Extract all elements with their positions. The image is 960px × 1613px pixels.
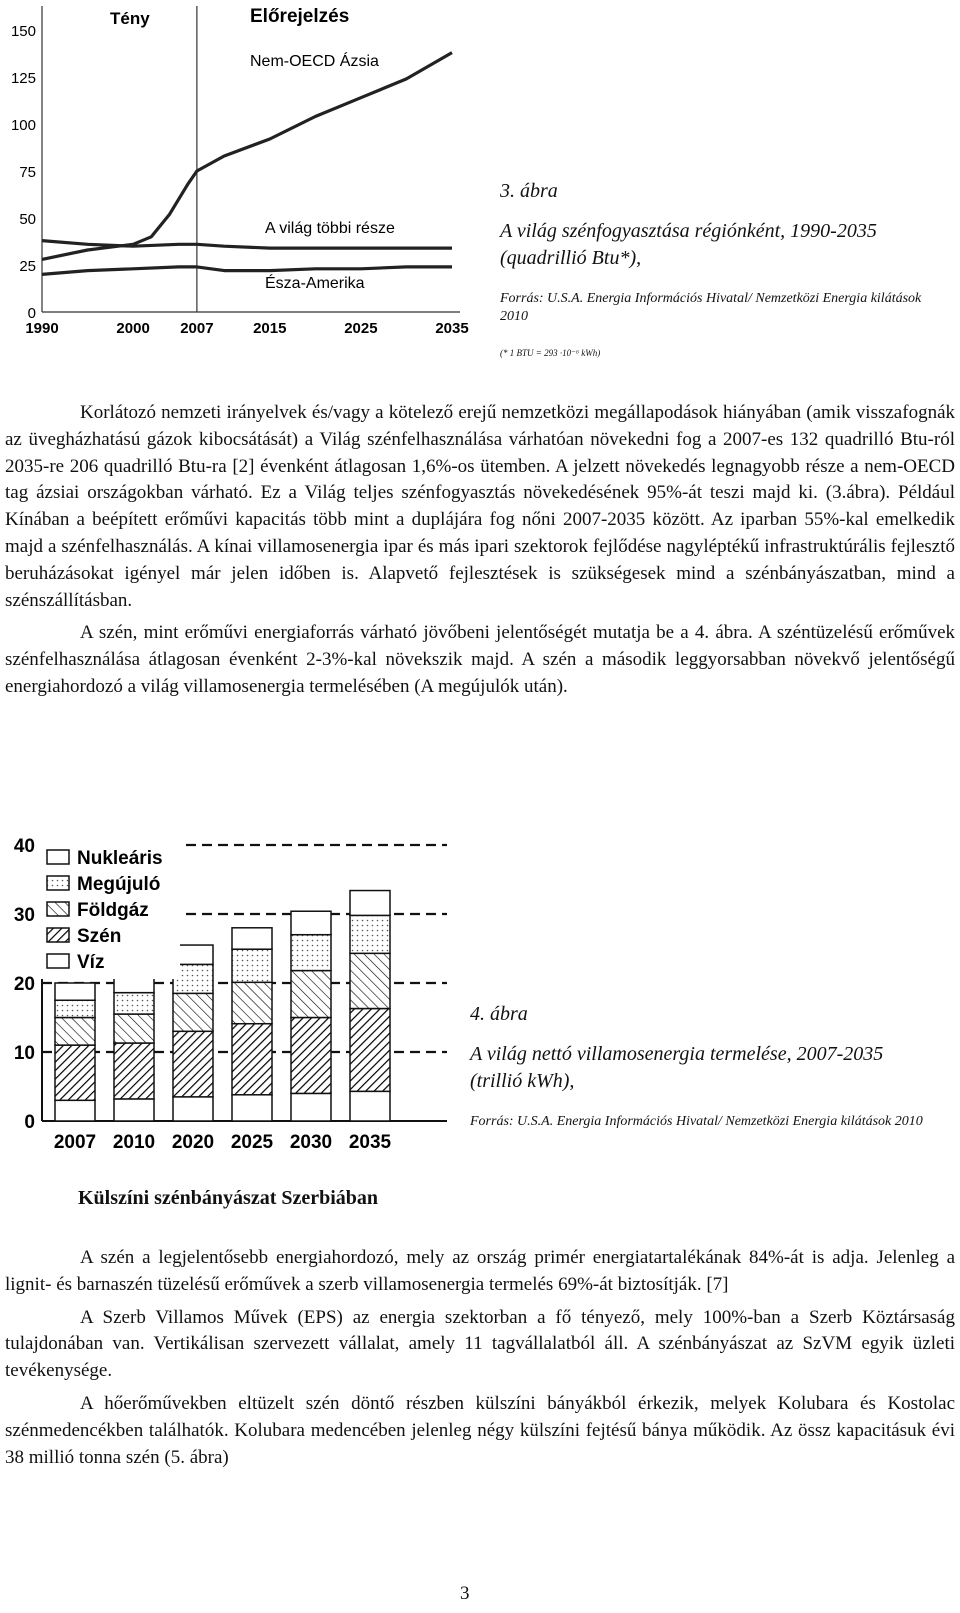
- figure3-caption-note: (* 1 BTU = 293 ·10⁻⁶ kWh): [500, 348, 601, 358]
- x-tick-label: 2007: [53, 1132, 97, 1153]
- y-tick-label: 10: [13, 1043, 35, 1064]
- legend-swatch-szen: [47, 928, 69, 942]
- fact-label: Tény: [110, 9, 150, 28]
- legend-label-viz: Víz: [77, 952, 105, 973]
- legend-label-foldgaz: Földgáz: [77, 900, 149, 921]
- series-label-rest: A világ többi része: [265, 220, 395, 237]
- paragraph-1: Korlátozó nemzeti irányelvek és/vagy a kötelező erejű nemzetközi megállapodások hiányában (amik visszafognák az üvegházhatású gázok kibocsátását) a Világ szénfelhasználása várhatóan növekedni fog a 2007-es 132 quadrilló Btu-ról 2035-re 206 quadrilló Btu-ra [2] évenként átlagosan 1,6%-os ütemben. A jelzett növekedés legnagyobb része a nem-OECD tag ázsiai országokban várható. Ez a Világ teljes szénfogyasztás növekedésének 95%-át teszi majd ki. (3.ábra). Például Kínában a beépített erőművi kapacitás több mint a duplájára fog nőni 2007-2035 között. Az iparban 55%-kal emelkedik majd a szénfelhasználás. A kínai villamosenergia ipar és más ipari szektorok fejlődése nagyléptékű infrastruktúrális fejlesztő beruházásokat igényel már jelen időben is. Alapvető fejlesztések is szükségesek mind a szénbányászatban, mind a szénszállításban.: [5, 402, 955, 611]
- figure3-caption-source: Forrás: U.S.A. Energia Információs Hivatal/ Nemzetközi Energia kilátások 2010: [500, 291, 922, 324]
- bar-segment-foldgaz: [173, 993, 213, 1031]
- y-tick-label: 125: [10, 70, 36, 87]
- y-tick-label: 20: [13, 974, 35, 995]
- legend-swatch-viz: [47, 954, 69, 968]
- series-label-na: Észa-Amerika: [265, 275, 365, 292]
- bar-segment-viz: [55, 1100, 95, 1121]
- paragraph-5: A hőerőművekben eltüzelt szén döntő részben külszíni bányákból érkezik, melyek Kolubara és Kostolac szénmedencékben találhatók. Kolubara medencében jelenleg négy külszíni fejtésű bánya működik. Az össz kapacitásuk évi 38 millió tonna szén (5. ábra): [5, 1392, 955, 1468]
- x-tick-label: 2000: [116, 320, 150, 337]
- legend-swatch-nuklearis: [47, 850, 69, 864]
- legend-swatch-megujulo: [47, 876, 69, 890]
- paragraph-2: A szén, mint erőművi energiaforrás várható jövőbeni jelentőségét mutatja be a 4. ábra. A széntüzelésű erőművek szénfelhasználása átlagosan évenként 2-3%-kal növekszik majd. A szén a második leggyorsabban növekvő jelentőségű energiahordozó a világ villamosenergia termelésében (A megújulók után).: [5, 622, 955, 697]
- bar-segment-viz: [291, 1093, 331, 1121]
- x-tick-label: 2035: [435, 320, 469, 337]
- x-tick-label: 2015: [253, 320, 287, 337]
- bar-segment-nuklearis: [232, 928, 272, 949]
- legend-swatch-foldgaz: [47, 902, 69, 916]
- bar-segment-szen: [55, 1045, 95, 1100]
- page-number: 3: [460, 1583, 470, 1604]
- bar-segment-nuklearis: [350, 891, 390, 916]
- y-tick-label: 100: [10, 117, 36, 134]
- bar-segment-szen: [350, 1009, 390, 1092]
- legend-label-szen: Szén: [77, 926, 122, 947]
- bar-segment-szen: [173, 1031, 213, 1097]
- x-tick-label: 2025: [230, 1132, 274, 1153]
- bar-segment-viz: [350, 1091, 390, 1121]
- body-section-2: [5, 1245, 955, 1471]
- bar-segment-foldgaz: [291, 971, 331, 1018]
- forecast-label: Előrejelzés: [250, 6, 350, 27]
- figure3-caption-title: A világ szénfogyasztása régiónként, 1990-2035 (quadrillió Btu*),: [500, 220, 877, 269]
- y-tick-label: 150: [10, 23, 36, 40]
- series-label-asia: Nem-OECD Ázsia: [250, 53, 379, 70]
- x-tick-label: 2007: [180, 320, 214, 337]
- figure4-caption-number: 4. ábra: [470, 1003, 528, 1025]
- bar-segment-foldgaz: [114, 1014, 154, 1043]
- x-tick-label: 2020: [171, 1132, 215, 1153]
- figure4-caption-source: Forrás: U.S.A. Energia Információs Hivatal/ Nemzetközi Energia kilátások 2010: [470, 1114, 923, 1129]
- x-tick-label: 2030: [289, 1132, 333, 1153]
- body-section-1: [5, 400, 955, 701]
- bar-segment-megujulo: [291, 935, 331, 971]
- bar-segment-nuklearis: [55, 983, 95, 1000]
- figure4-caption: [470, 1001, 930, 1131]
- figure3-line-chart: [0, 0, 470, 345]
- y-tick-label: 0: [27, 305, 36, 322]
- bar-segment-viz: [173, 1097, 213, 1121]
- y-tick-label: 0: [24, 1112, 35, 1133]
- bar-segment-szen: [291, 1018, 331, 1094]
- x-tick-label: 2025: [344, 320, 378, 337]
- x-tick-label: 1990: [25, 320, 59, 337]
- bar-segment-nuklearis: [291, 911, 331, 934]
- paragraph-3: A szén a legjelentősebb energiahordozó, mely az ország primér energiatartalékának 84%-át is adja. Jelenleg a lignit- és barnaszén tüzelésű erőművek a szerb villamosenergia termelés 69%-át biztosítják. [7]: [5, 1247, 955, 1295]
- bar-segment-viz: [114, 1099, 154, 1121]
- bar-segment-foldgaz: [232, 982, 272, 1023]
- y-tick-label: 25: [19, 258, 36, 275]
- y-tick-label: 50: [19, 211, 36, 228]
- bar-segment-szen: [114, 1043, 154, 1099]
- legend-label-nuklearis: Nukleáris: [77, 848, 163, 869]
- legend-label-megujulo: Megújuló: [77, 874, 161, 895]
- bar-segment-viz: [232, 1095, 272, 1121]
- bar-segment-megujulo: [350, 915, 390, 953]
- series-line-na: [42, 267, 452, 275]
- bar-segment-szen: [232, 1024, 272, 1095]
- bar-segment-megujulo: [114, 993, 154, 1014]
- figure3-caption: [500, 178, 932, 367]
- x-tick-label: 2035: [348, 1132, 392, 1153]
- y-tick-label: 75: [19, 164, 36, 181]
- figure4-caption-title: A világ nettó villamosenergia termelése, 2007-2035 (trillió kWh),: [470, 1043, 884, 1092]
- figure3-caption-number: 3. ábra: [500, 180, 558, 202]
- section-title: Külszíni szénbányászat Szerbiában: [78, 1187, 379, 1209]
- bar-segment-foldgaz: [350, 953, 390, 1008]
- y-tick-label: 40: [13, 836, 35, 857]
- y-tick-label: 30: [13, 905, 35, 926]
- x-tick-label: 2010: [112, 1132, 156, 1153]
- figure4-bar-chart: [0, 828, 460, 1163]
- bar-segment-megujulo: [55, 1000, 95, 1017]
- bar-segment-foldgaz: [55, 1018, 95, 1046]
- bar-segment-megujulo: [232, 949, 272, 982]
- paragraph-4: A Szerb Villamos Művek (EPS) az energia szektorban a fő tényező, mely 100%-ban a Szerb Köztársaság tulajdonában van. Vertikálisan szervezett vállalat, amely 11 tagvállalatból áll. A szénbányászat az SzVM egyik üzleti tevékenysége.: [5, 1306, 955, 1382]
